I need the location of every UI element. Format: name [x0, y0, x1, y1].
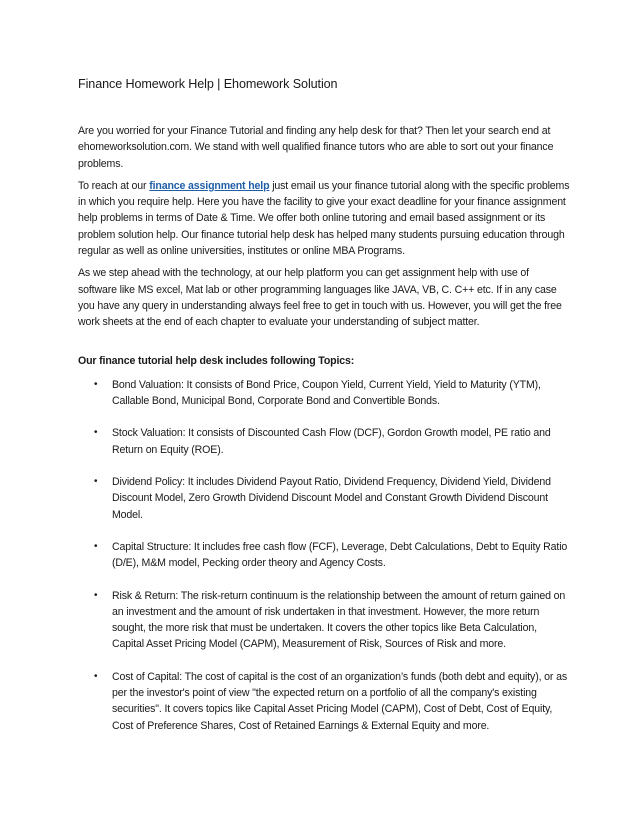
document-body	[78, 76, 570, 750]
topic-text: Capital Structure: It includes free cash flow (FCF), Leverage, Debt Calculations, Debt to Equity Ratio (D/E), M&M model, Pecking order theory and Agency Costs.	[112, 540, 568, 570]
topic-text: Bond Valuation: It consists of Bond Price, Coupon Yield, Current Yield, Yield to Maturity (YTM), Callable Bond, Municipal Bond, Corporate Bond and Convertible Bonds.	[112, 378, 541, 408]
list-item	[78, 539, 570, 572]
topics-heading: Our finance tutorial help desk includes following Topics:	[78, 354, 355, 367]
bullet-icon: •	[94, 540, 98, 552]
list-item	[78, 377, 570, 410]
intro-paragraph: Are you worried for your Finance Tutorial and finding any help desk for that? Then let your search end at ehomeworksolution.com. We stand with well qualified finance tutors who are able to sort out your finance problems.	[78, 125, 554, 170]
bullet-icon: •	[94, 427, 98, 439]
bullet-icon: •	[94, 378, 98, 390]
list-item	[78, 669, 570, 734]
list-item	[78, 425, 570, 458]
contact-text-before: To reach at our	[78, 179, 150, 192]
topic-text: Cost of Capital: The cost of capital is the cost of an organization’s funds (both debt and equity), or as per the investor's point of view "the expected return on a portfolio of all the company's existing securities". It covers topics like Capital Asset Pricing Model (CAPM), Cost of Debt, Cost of Equity, Cost of Preference Shares, Cost of Retained Earnings & External Equity and more.	[112, 670, 567, 732]
page-title: Finance Homework Help | Ehomework Solution	[78, 77, 338, 91]
bullet-icon: •	[94, 476, 98, 488]
technology-paragraph: As we step ahead with the technology, at our help platform you can get assignment help with use of software like MS excel, Mat lab or other programming languages like JAVA, VB, C. C++ etc. If in any case you have any query in understanding always feel free to get in touch with us. However, you will get the free work sheets at the end of each chapter to evaluate your understanding of subject matter.	[78, 267, 562, 329]
topics-list	[78, 377, 570, 734]
finance-assignment-help-link[interactable]: finance assignment help	[149, 179, 270, 192]
bullet-icon: •	[94, 589, 98, 601]
contact-text-after: just email us your finance tutorial along with the specific problems in which you require help. Here you have the facility to give your exact deadline for your finance assignment help problems in terms of Date & Time. We offer both online tutoring and email based assignment or its problem solution help. Our finance tutorial help desk has helped many students pursuing education through regular as well as online universities, institutes or online MBA Programs.	[78, 179, 570, 258]
topic-text: Dividend Policy: It includes Dividend Payout Ratio, Dividend Frequency, Dividend Yield, Dividend Discount Model, Zero Growth Dividend Discount Model and Constant Growth Dividend Discount Model.	[112, 476, 551, 521]
list-item	[78, 474, 570, 523]
topic-text: Stock Valuation: It consists of Discounted Cash Flow (DCF), Gordon Growth model, PE ratio and Return on Equity (ROE).	[112, 427, 551, 456]
bullet-icon: •	[94, 670, 98, 682]
contact-paragraph	[78, 178, 570, 259]
topic-text: Risk & Return: The risk-return continuum is the relationship between the amount of return gained on an investment and the amount of risk undertaken in that investment. However, the more return sought, the more risk that must be undertaken. It covers the other topics like Beta Calculation, Capital Asset Pricing Model (CAPM), Measurement of Risk, Sources of Risk and more.	[112, 589, 566, 651]
list-item	[78, 588, 570, 653]
